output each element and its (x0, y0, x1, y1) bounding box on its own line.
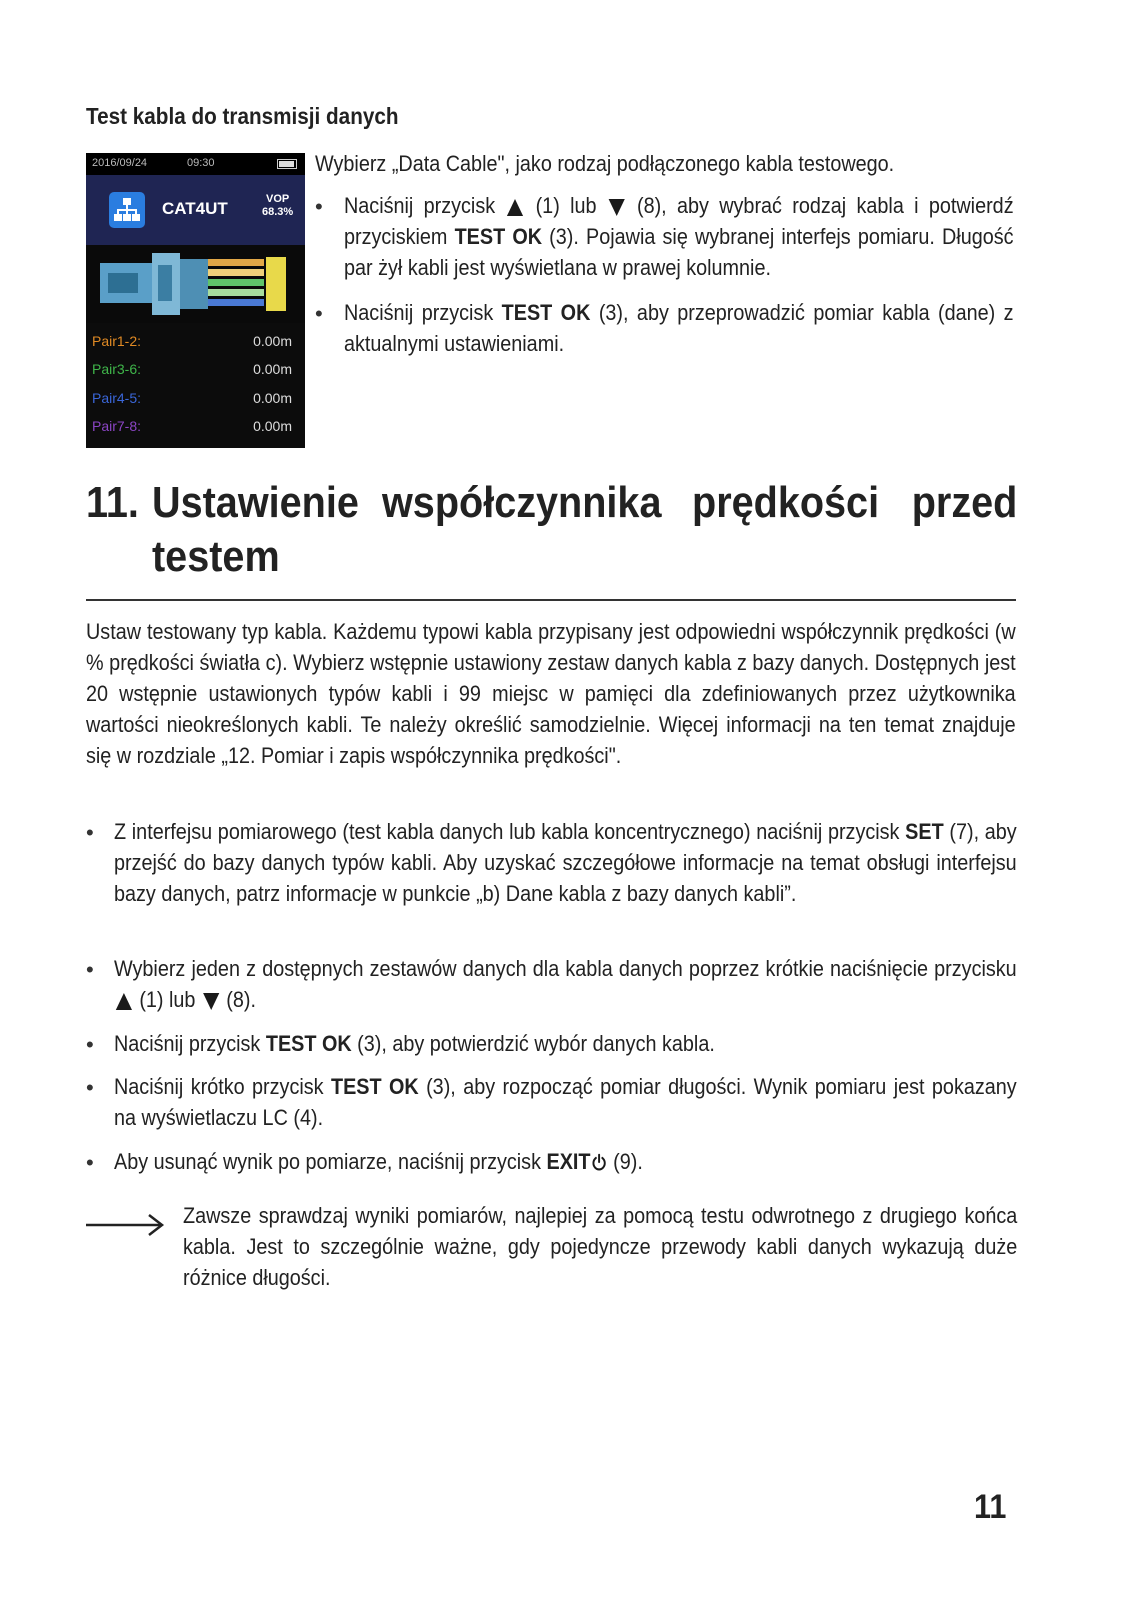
bullet-dot: • (86, 957, 94, 982)
text: (8). (226, 987, 256, 1012)
pair-value: 0.00m (253, 418, 292, 434)
body-paragraph: Ustaw testowany typ kabla. Każdemu typowi kabla przypisany jest odpowiedni współczynnik prędkości (w % prędkości światła c). Wybierz wstępnie ustawiony zestaw danych kabla z bazy danych. Dostępnych jest 20 wstępnie ustawionych typów kabli i 99 miejsc w pamięci dla zdefiniowanych przez użytkownika wartości nieokreślonych kabli. Te należy określić samodzielnie. Więcej informacji na ten temat znajduje się w rozdziale „12. Pomiar i zapis współczynnika prędkości". (86, 619, 1016, 768)
vop-label: VOP (265, 193, 290, 205)
intro-bullet-1 (344, 190, 1014, 283)
text: Wybierz jeden z dostępnych zestawów danych dla kabla danych poprzez krótkie naciśnięcie przycisku (114, 956, 1017, 981)
text: (1) lub (139, 987, 196, 1012)
text: (9). (613, 1149, 643, 1174)
title-word: Ustawienie (152, 478, 359, 527)
pair-value: 0.00m (253, 390, 292, 406)
pair-row (92, 333, 292, 355)
down-arrow-icon (609, 199, 625, 216)
power-icon (591, 1153, 607, 1171)
battery-icon (277, 159, 297, 169)
bold-text: TEST OK (330, 1074, 419, 1099)
bullet-dot: • (86, 1075, 94, 1100)
bold-text: EXIT (546, 1149, 591, 1174)
text: (7), aby przejść do bazy danych typów kabli. Aby uzyskać szczegółowe informacje na temat obsługi interfejsu bazy danych, patrz informacje w punkcie „b) Dane kabla z bazy danych kabli”. (114, 819, 1017, 906)
bold-text: TEST OK (501, 300, 591, 325)
network-icon (109, 192, 145, 228)
bullet-2 (114, 953, 1017, 1015)
text: Aby usunąć wynik po pomiarze, naciśnij przycisk (114, 1149, 541, 1174)
subheading: Test kabla do transmisji danych (86, 103, 399, 129)
bold-text: TEST OK (454, 224, 543, 249)
pair-label: Pair4-5: (92, 390, 142, 406)
pair-label: Pair3-6: (92, 361, 142, 377)
pair-label: Pair7-8: (92, 418, 142, 434)
text: Naciśnij krótko przycisk (114, 1074, 324, 1099)
device-time: 09:30 (187, 157, 215, 169)
bold-text: TEST OK (265, 1031, 352, 1056)
section-number: 11. (86, 478, 139, 527)
bullet-dot: • (86, 1032, 94, 1057)
up-arrow-icon (507, 199, 523, 216)
cable-connector-graphic (86, 245, 305, 323)
bullet-5 (114, 1146, 1017, 1177)
text: (3), aby potwierdzić wybór danych kabla. (357, 1031, 715, 1056)
bullet-3 (114, 1028, 1017, 1059)
text: Naciśnij przycisk (344, 300, 494, 325)
intro-bullet-2 (344, 297, 1014, 359)
device-header (86, 175, 305, 245)
text: Naciśnij przycisk (344, 193, 496, 218)
title-word: prędkości (692, 478, 880, 527)
pair-value: 0.00m (253, 361, 292, 377)
intro-line: Wybierz „Data Cable", jako rodzaj podłączonego kabla testowego. (315, 151, 895, 176)
device-screenshot (86, 153, 305, 448)
note-arrow-icon (86, 1212, 166, 1238)
text: (3). Pojawia się wybranej interfejs pomiaru. Długość par żył kabli jest wyświetlana w prawej kolumnie. (344, 224, 1014, 280)
section-title-line2: testem (152, 532, 280, 581)
title-word: współczynnika (381, 478, 662, 527)
bullet-dot: • (86, 1150, 94, 1175)
pair-list (86, 323, 305, 448)
device-status-bar (86, 153, 305, 175)
bullet-dot: • (315, 194, 323, 219)
bullet-1 (114, 816, 1017, 909)
text: Naciśnij przycisk (114, 1031, 261, 1056)
device-model: CAT4UT (162, 199, 228, 218)
pair-row (92, 361, 292, 383)
device-vop (262, 193, 293, 219)
text: (1) lub (535, 193, 597, 218)
up-arrow-icon (116, 993, 132, 1010)
bullet-dot: • (86, 820, 94, 845)
text: (8), aby wybrać rodzaj kabla i potwierdź przyciskiem (344, 193, 1014, 249)
down-arrow-icon (203, 993, 219, 1010)
text: (3), aby rozpocząć pomiar długości. Wynik pomiaru jest pokazany na wyświetlaczu LC (4). (114, 1074, 1017, 1130)
bullet-dot: • (315, 301, 323, 326)
device-date: 2016/09/24 (92, 157, 148, 169)
section-title (152, 478, 1016, 528)
bullet-4 (114, 1071, 1017, 1133)
pair-row (92, 390, 292, 412)
title-word: przed (912, 478, 1018, 527)
vop-value: 68.3% (262, 206, 294, 218)
pair-row (92, 418, 292, 440)
text: Z interfejsu pomiarowego (test kabla danych lub kabla koncentrycznego) naciśnij przycisk (114, 819, 900, 844)
note-text: Zawsze sprawdzaj wyniki pomiarów, najlepiej za pomocą testu odwrotnego z drugiego końca kabla. Jest to szczególnie ważne, gdy pojedyncze przewody kabli danych wykazują duże różnice długości. (183, 1203, 1018, 1290)
page-number: 11 (974, 1488, 1007, 1526)
pair-value: 0.00m (253, 333, 292, 349)
bold-text: SET (905, 819, 944, 844)
heading-rule (86, 599, 1016, 601)
text: (3), aby przeprowadzić pomiar kabla (dane) z aktualnymi ustawieniami. (344, 300, 1014, 356)
pair-label: Pair1-2: (92, 333, 142, 349)
